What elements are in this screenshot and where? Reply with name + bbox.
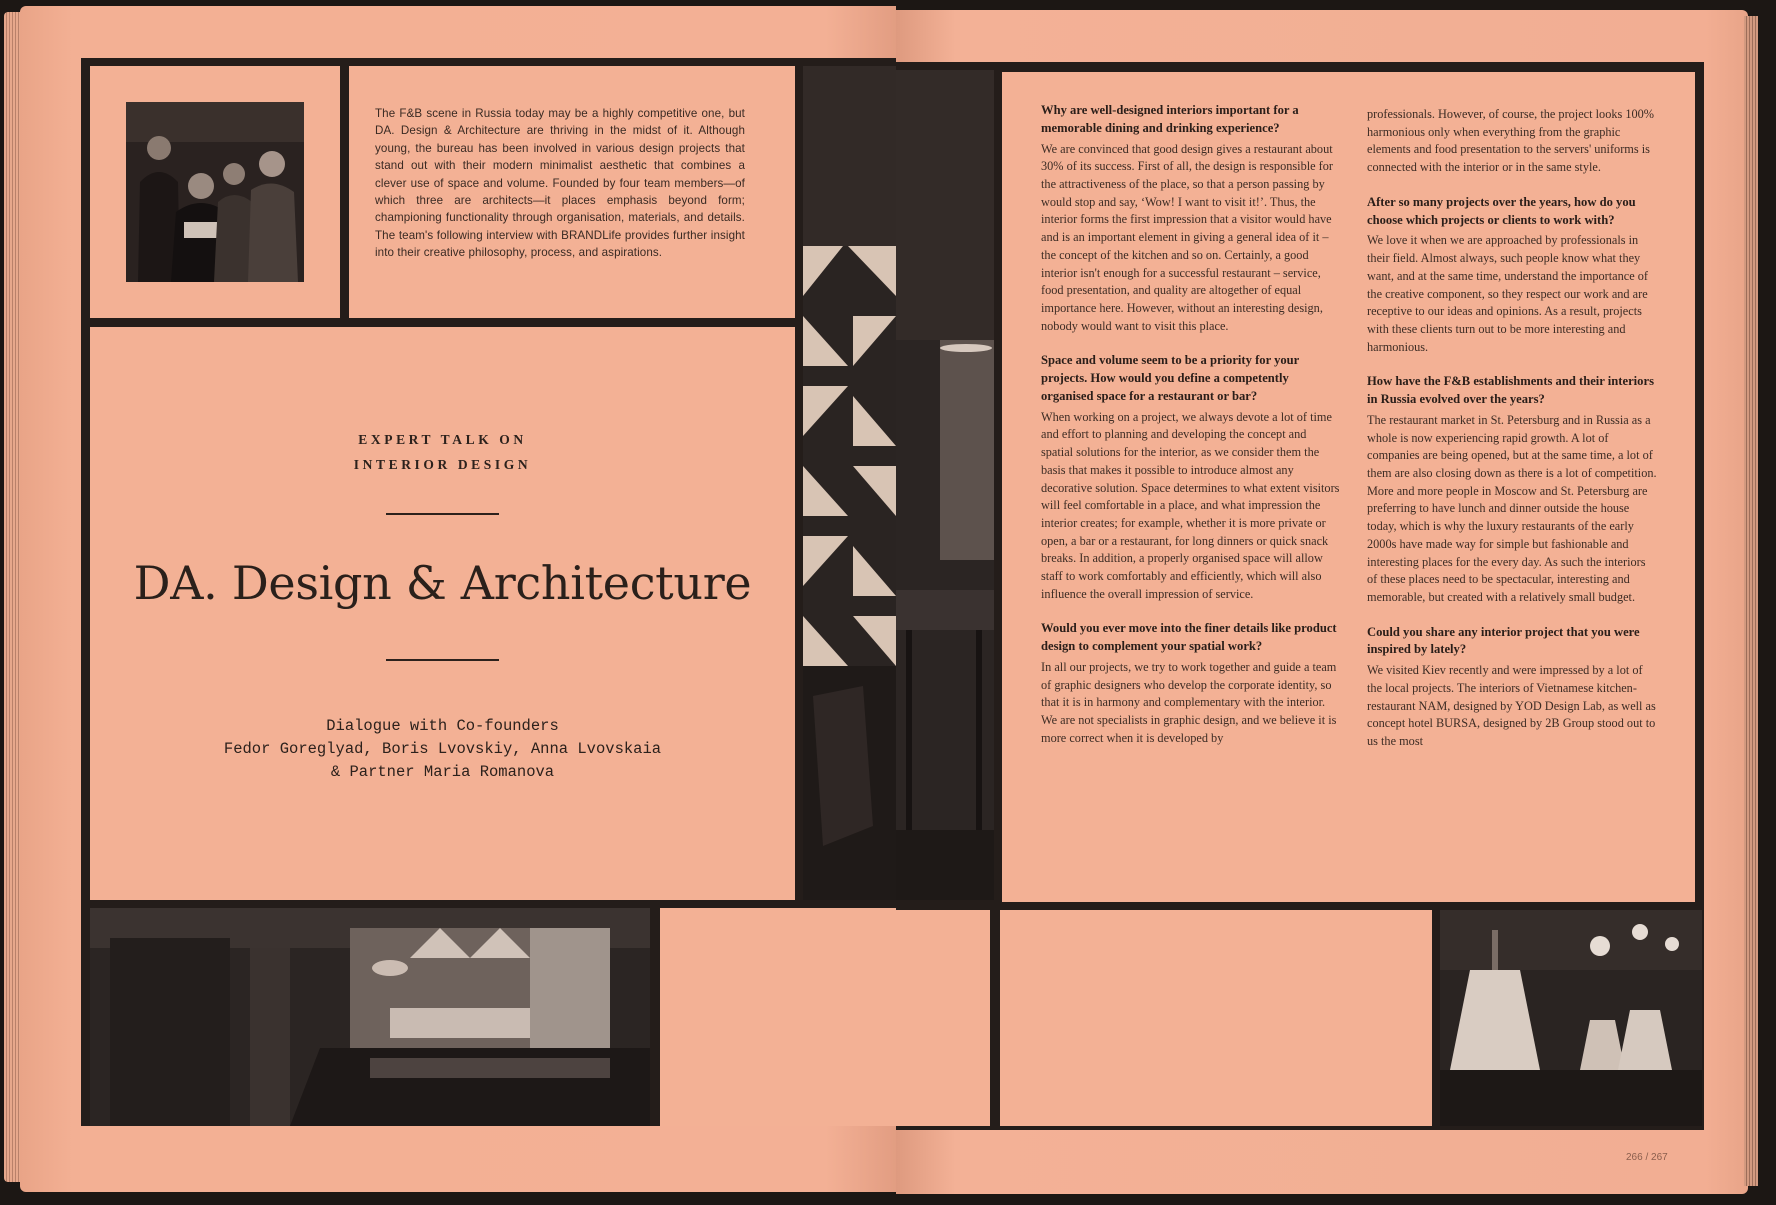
answer-4: We love it when we are approached by professionals in their field. Almost always, such people know what they want, and at the same time, understand the importance of the creative component, so they respect our work and are receptive to our ideas and opinions. As a result, projects with these clients turn out to be more interesting and harmonious. bbox=[1367, 233, 1649, 354]
page-numbers: 266 / 267 bbox=[1626, 1152, 1668, 1163]
title-rule-top bbox=[386, 513, 499, 515]
page-edges-right bbox=[1744, 16, 1758, 1186]
answer-3: In all our projects, we try to work together and guide a team of graphic designers who develop the corporate identity, so that it is in harmony and complementary with the interior. We are not specialists in graphic design, and we believe it is more correct when it is developed by bbox=[1041, 660, 1337, 745]
answer-6: We visited Kiev recently and were impressed by a lot of the local projects. The interiors of Vietnamese kitchen-restaurant NAM, designed by YOD Design Lab, as well as concept hotel BURSA, designed by 2B Group stood out to us the most bbox=[1367, 663, 1656, 749]
kicker-line-1: EXPERT TALK ON bbox=[358, 432, 527, 447]
dialogue-line-3: & Partner Maria Romanova bbox=[330, 763, 555, 781]
tiled-interior-photo bbox=[803, 66, 896, 900]
question-4: After so many projects over the years, how do you choose which projects or clients to work with? bbox=[1367, 194, 1636, 227]
interior-photo-continued bbox=[896, 70, 994, 900]
question-6: Could you share any interior project that you were inspired by lately? bbox=[1367, 624, 1640, 657]
kicker-line-2: INTERIOR DESIGN bbox=[353, 457, 532, 472]
article-title: DA. Design & Architecture bbox=[133, 556, 752, 610]
restaurant-interior-photo bbox=[90, 908, 650, 1126]
question-3: Would you ever move into the finer details like product design to complement your spatial work? bbox=[1041, 621, 1337, 654]
question-2: Space and volume seem to be a priority for your projects. How would you define a competently organised space for a restaurant or bar? bbox=[1041, 353, 1300, 403]
title-panel bbox=[90, 327, 795, 900]
article-column-left bbox=[1041, 102, 1341, 765]
intro-paragraph: The F&B scene in Russia today may be a highly competitive one, but DA. Design & Architecture are thriving in the midst of it. Although young, the bureau has been involved in various design projects that stand out with their modern minimalist aesthetic that combines a clever use of space and volume. Founded by four team members—of which three are architects—it places emphasis beyond form; championing functionality through organisation, materials, and details. The team's following interview with BRANDLife provides further insight into their creative philosophy, process, and aspirations. bbox=[375, 107, 745, 260]
empty-panel-left bbox=[660, 908, 896, 1126]
answer-5: The restaurant market in St. Petersburg and in Russia as a whole is now experiencing rapid growth. A lot of companies are being opened, but at the same time, a lot of them are also closing down as there is a lot of competition. More and more people in Moscow and St. Petersburg are preferring to have lunch and dinner outside the house today, which is why the luxury restaurants of the early 2000s have made way for simple but fashionable and interesting places for the every day. As such the interiors of these places need to be spectacular, interesting and memorable, but created with a relatively small budget. bbox=[1367, 412, 1657, 604]
article-column-right bbox=[1367, 106, 1657, 768]
dialogue-line-1: Dialogue with Co-founders bbox=[326, 717, 559, 735]
empty-panel-right-a bbox=[896, 910, 990, 1126]
dialogue-line-2: Fedor Goreglyad, Boris Lvovskiy, Anna Lvovskaia bbox=[223, 740, 662, 758]
answer-3-continued: professionals. However, of course, the project looks 100% harmonious only when everything from the graphic elements and food presentation to the servers' uniforms is connected with the interior or in the same style. bbox=[1367, 107, 1655, 175]
empty-panel-right-b bbox=[1000, 910, 1432, 1126]
question-1: Why are well-designed interiors important for a memorable dining and drinking experience? bbox=[1041, 103, 1299, 135]
title-rule-bottom bbox=[386, 659, 499, 661]
question-5: How have the F&B establishments and their interiors in Russia evolved over the years? bbox=[1367, 374, 1654, 407]
pendant-lamps-photo bbox=[1440, 910, 1702, 1126]
answer-1: We are convinced that good design gives a restaurant about 30% of its success. First of all, the design is responsible for the attractiveness of the place, so that a person passing by would stop and say, ‘Wow! I want to visit it!’. Thus, the interior forms the first impression that a visitor would have and is an important element in giving a general idea of it – the concept of the kitchen and so on. Certainly, a good interior isn't enough for a successful restaurant – service, food presentation, and quality are altogether of equal importance here. However, without an interesting design, nobody would want to visit this place. bbox=[1041, 141, 1334, 333]
answer-2: When working on a project, we always devote a lot of time and effort to planning and developing the concept and spatial solutions for the interior, as we consider them the basis that makes it possible to introduce almost any decorative solution. Space determines to what extent visitors will feel comfortable in a place, and what impression the interior creates; for example, whether it is more private or open, a bar or a restaurant, for long dinners or quick snack breaks. In addition, a properly organised space will allow staff to work comfortably and efficiently, which will also influence the overall impression of service. bbox=[1041, 409, 1340, 601]
team-portrait-photo bbox=[126, 102, 304, 282]
